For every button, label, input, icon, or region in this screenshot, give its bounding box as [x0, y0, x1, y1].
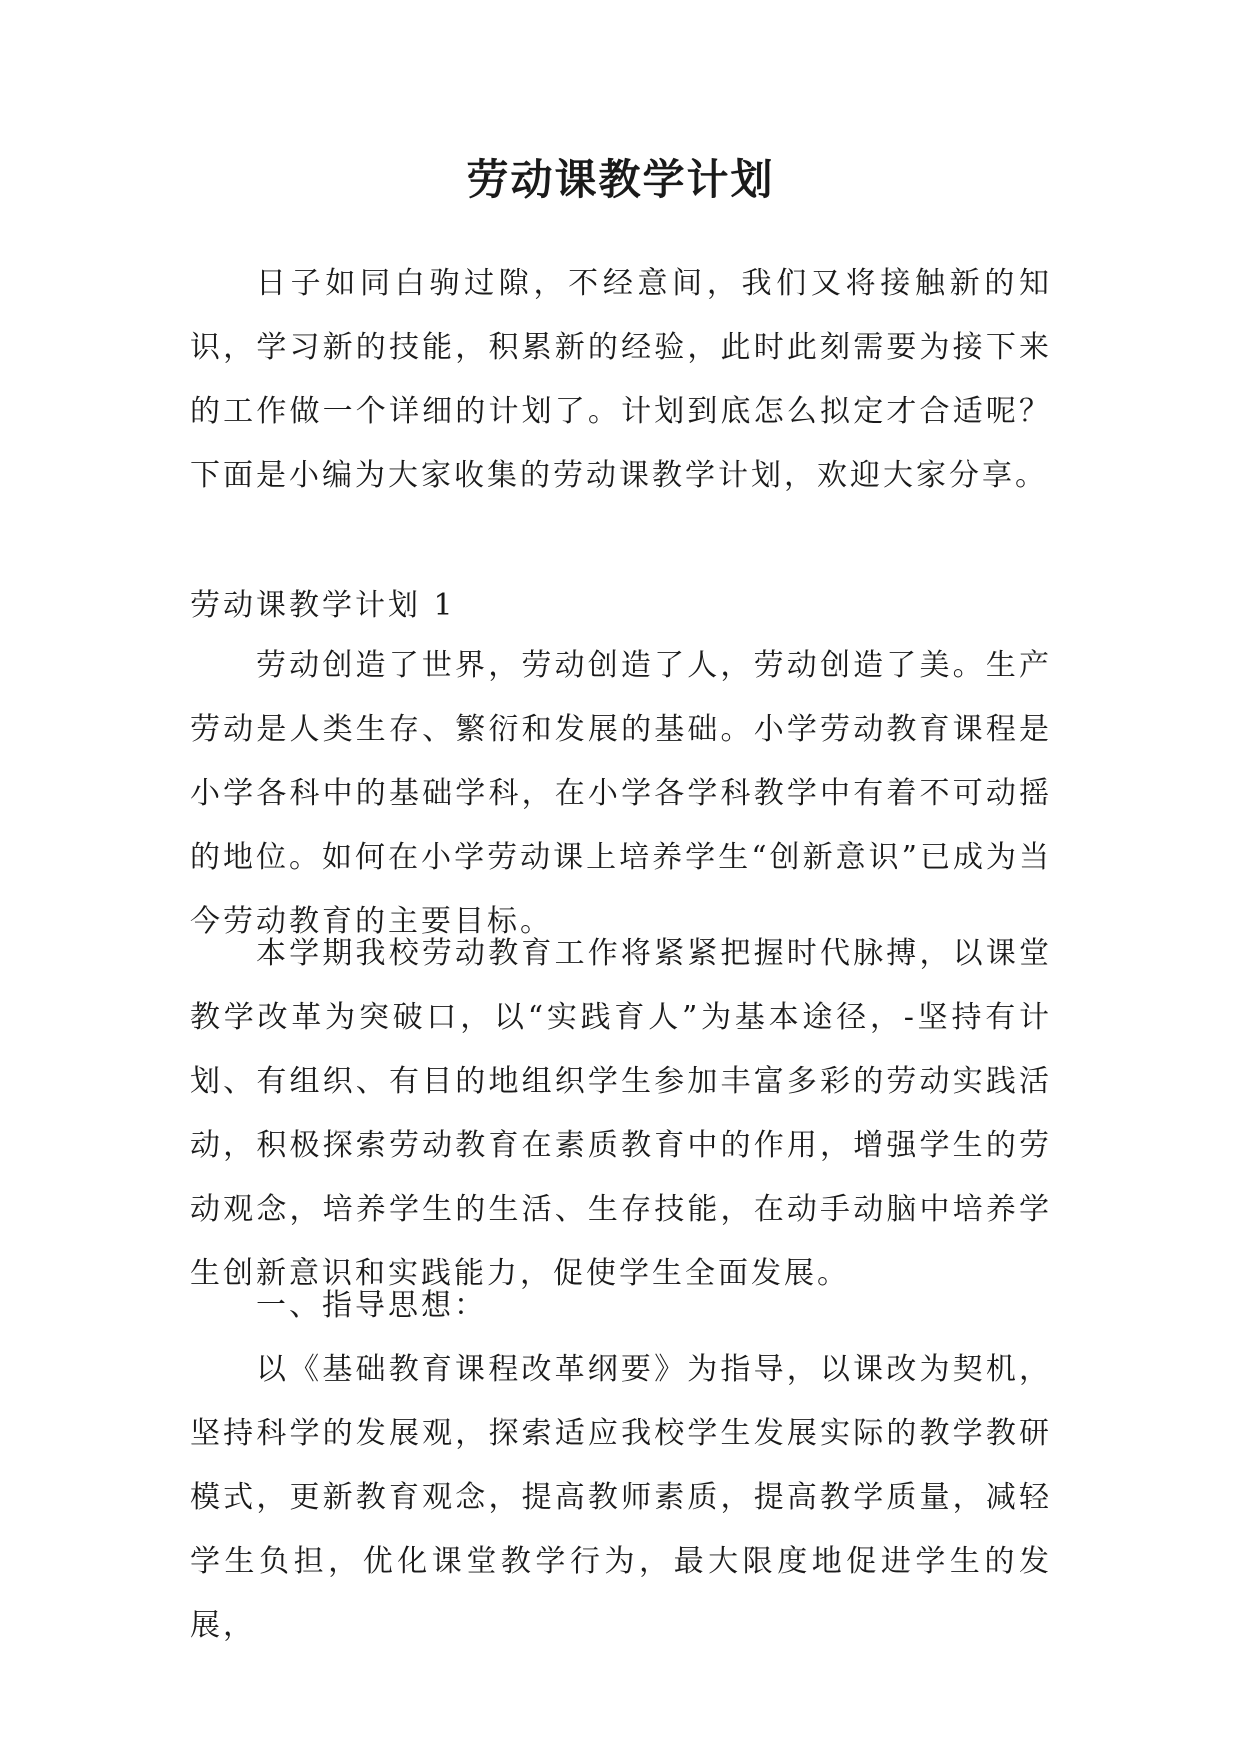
paragraph: 劳动创造了世界，劳动创造了人，劳动创造了美。生产劳动是人类生存、繁衍和发展的基础。小学劳动教育课程是小学各科中的基础学科，在小学各学科教学中有着不可动摇的地位。如何在小学劳动课上培养学生“创新意识”已成为当今劳动教育的主要目标。	[190, 648, 1052, 939]
subheading-guiding-ideology: 一、指导思想：	[256, 1288, 487, 1323]
paragraph: 本学期我校劳动教育工作将紧紧把握时代脉搏，以课堂教学改革为突破口，以“实践育人”为基本途径，-坚持有计划、有组织、有目的地组织学生参加丰富多彩的劳动实践活动，积极探索劳动教育在素质教育中的作用，增强学生的劳动观念，培养学生的生活、生存技能，在动手动脑中培养学生创新意识和实践能力，促使学生全面发展。	[190, 936, 1052, 1291]
document-title: 劳动课教学计划	[466, 155, 775, 204]
intro-paragraph: 日子如同白驹过隙，不经意间，我们又将接触新的知识，学习新的技能，积累新的经验，此时此刻需要为接下来的工作做一个详细的计划了。计划到底怎么拟定才合适呢？下面是小编为大家收集的劳动课教学计划，欢迎大家分享。	[190, 266, 1052, 493]
paragraph: 以《基础教育课程改革纲要》为指导，以课改为契机，坚持科学的发展观，探索适应我校学生发展实际的教学教研模式，更新教育观念，提高教师素质，提高教学质量，减轻学生负担，优化课堂教学行为，最大限度地促进学生的发展，	[190, 1352, 1052, 1643]
section-heading: 劳动课教学计划 1	[190, 588, 456, 623]
